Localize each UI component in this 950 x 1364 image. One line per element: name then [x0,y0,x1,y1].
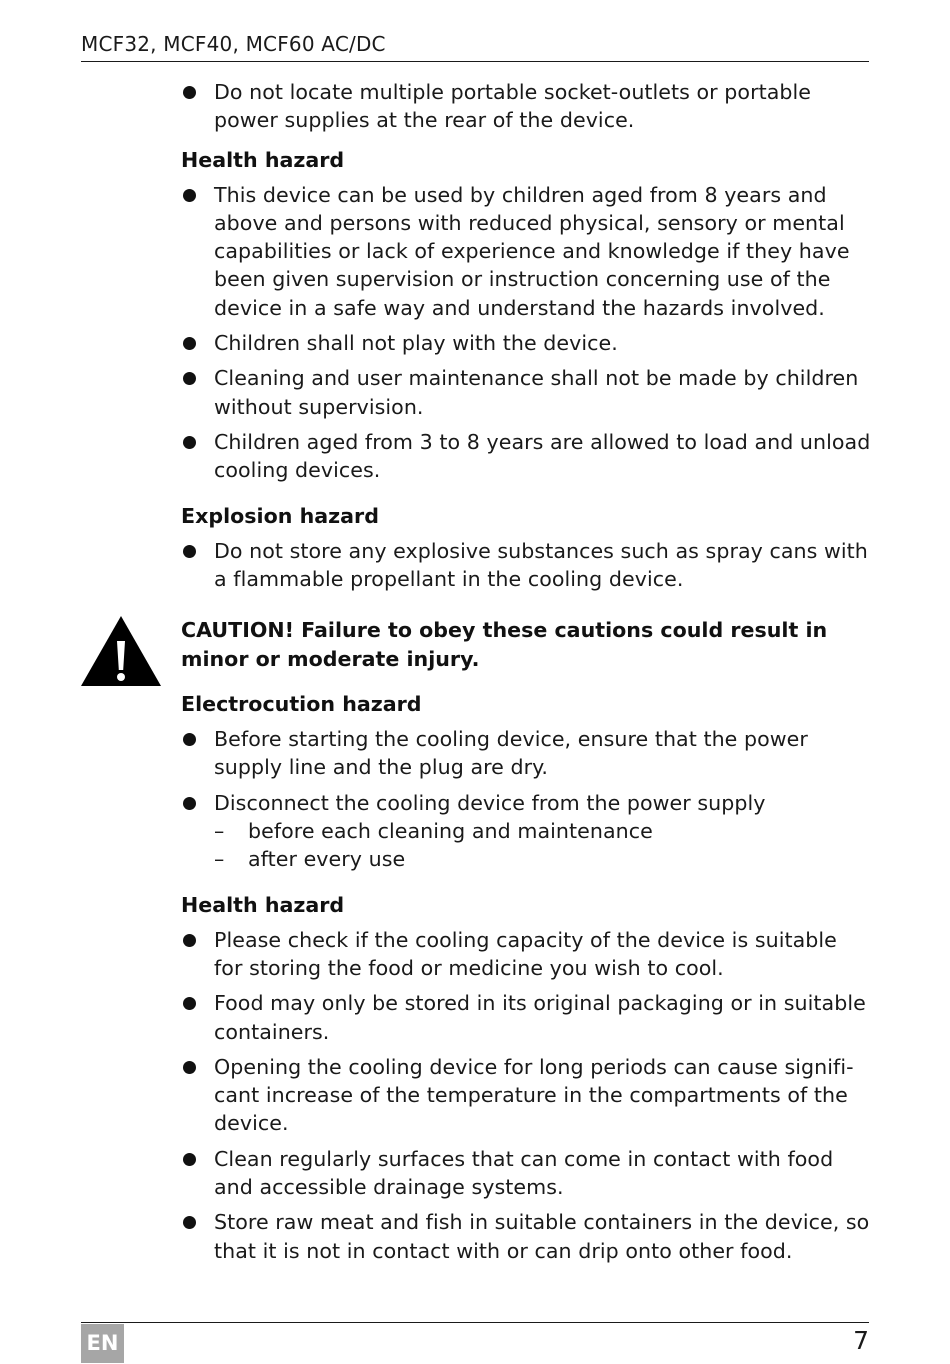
list-item: Do not store any explosive substances such as spray cans with a flammable propellant in the cooling device. [181,537,871,594]
list-item: Clean regularly surfaces that can come in contact with food and accessible drainage systems. [181,1145,871,1202]
list-item: Do not locate multiple portable socket-outlets or portable power supplies at the rear of the device. [181,78,871,135]
list-item: Please check if the cooling capacity of the device is suitable for storing the food or medicine you wish to cool. [181,926,871,983]
bullet-icon [183,1061,196,1074]
bullet-icon [183,997,196,1010]
section-heading-health-hazard: Health hazard [181,147,345,172]
list-item: Children aged from 3 to 8 years are allowed to load and unload cooling devices. [181,428,871,485]
dash-marker: – [214,819,225,844]
bullet-icon [183,372,196,385]
bullet-icon [183,1153,196,1166]
list-item: Cleaning and user maintenance shall not be made by children without supervision. [181,364,871,421]
bullet-icon [183,436,196,449]
sub-list-item: – after every use [214,845,871,873]
warning-triangle-icon [80,615,162,687]
dash-marker: – [214,847,225,872]
document-title: MCF32, MCF40, MCF60 AC/DC [81,32,386,56]
list-item: Opening the cooling device for long periods can cause signifi-cant increase of the temperature in the compartments of the device. [181,1053,871,1138]
section-heading-health-hazard: Health hazard [181,892,345,917]
bullet-icon [183,189,196,202]
bullet-icon [183,733,196,746]
section-heading-explosion-hazard: Explosion hazard [181,503,379,528]
list-item: Food may only be stored in its original packaging or in suitable containers. [181,989,871,1046]
footer-divider [81,1322,869,1323]
list-item: Disconnect the cooling device from the power supply – before each cleaning and maintenance – after every use [181,789,871,874]
list-item: Before starting the cooling device, ensure that the power supply line and the plug are dry. [181,725,871,782]
section-heading-electrocution-hazard: Electrocution hazard [181,692,422,717]
language-badge: EN [81,1324,124,1363]
page-content [181,78,871,1272]
page-header [81,30,869,62]
list-item: Store raw meat and fish in suitable containers in the device, so that it is not in contact with or can drip onto other food. [181,1208,871,1265]
sub-list-item: – before each cleaning and maintenance [214,817,871,845]
page-number: 7 [853,1326,869,1355]
list-item: This device can be used by children aged from 8 years and above and persons with reduced physical, sensory or mental capabilities or lack of experience and knowledge if they have been given supervision or instruction concerning use of the device in a safe way and understand the hazards involved. [181,181,871,322]
bullet-icon [183,337,196,350]
bullet-icon [183,545,196,558]
caution-notice: CAUTION! Failure to obey these cautions could result in minor or moderate injury. [181,618,828,671]
bullet-icon [183,86,196,99]
bullet-icon [183,934,196,947]
list-item: Children shall not play with the device. [181,329,871,357]
bullet-icon [183,797,196,810]
bullet-icon [183,1216,196,1229]
